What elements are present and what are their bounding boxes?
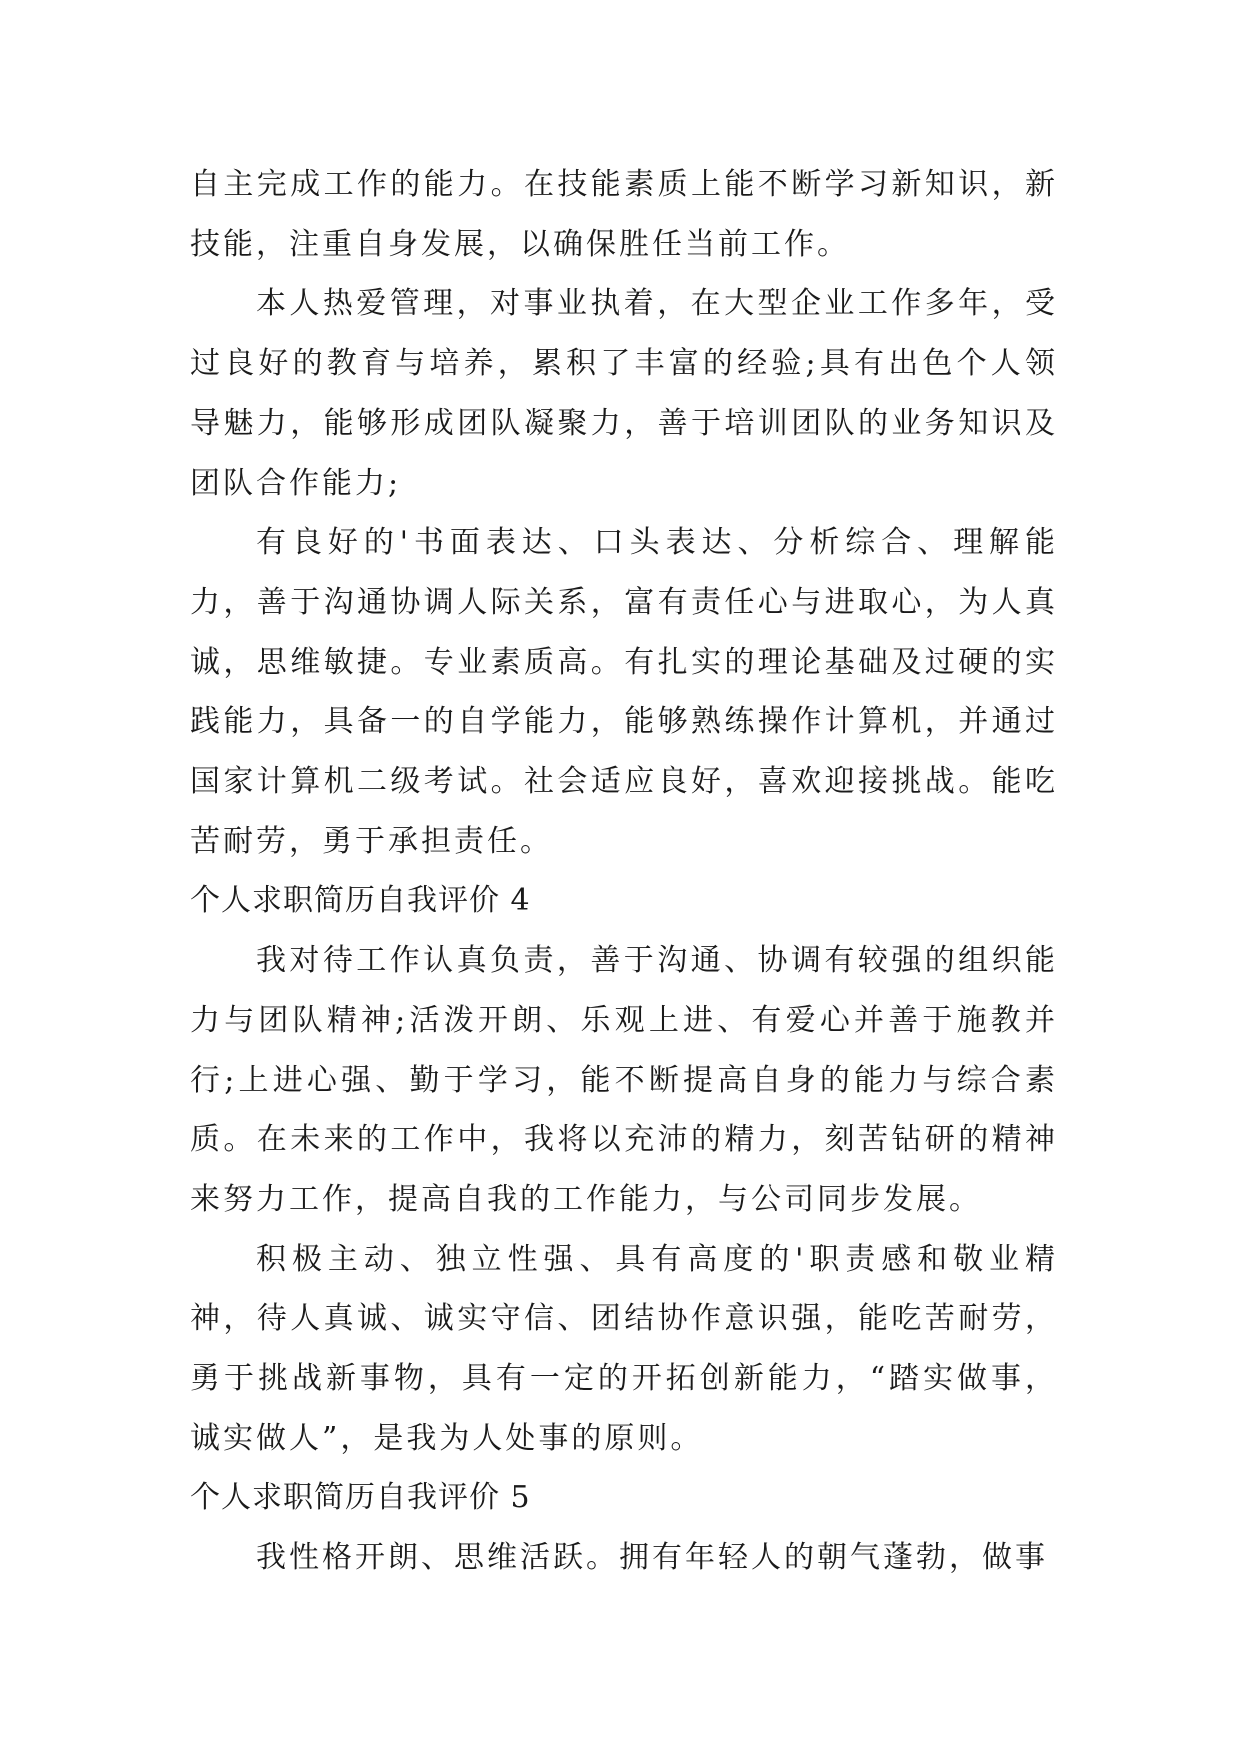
document-body — [190, 155, 1058, 1588]
paragraph-personality: 我性格开朗、思维活跃。拥有年轻人的朝气蓬勃，做事 — [256, 1540, 1048, 1576]
paragraph-continued: 自主完成工作的能力。在技能素质上能不断学习新知识，新技能，注重自身发展，以确保胜任当前工作。 — [190, 167, 1058, 262]
paragraph-management: 本人热爱管理，对事业执着，在大型企业工作多年，受过良好的教育与培养，累积了丰富的经验;具有出色个人领导魅力，能够形成团队凝聚力，善于培训团队的业务知识及团队合作能力; — [190, 286, 1058, 501]
paragraph-communication: 有良好的'书面表达、口头表达、分析综合、理解能力，善于沟通协调人际关系，富有责任心与进取心，为人真诚，思维敏捷。专业素质高。有扎实的理论基础及过硬的实践能力，具备一的自学能力，能够熟练操作计算机，并通过国家计算机二级考试。社会适应良好，喜欢迎接挑战。能吃苦耐劳，勇于承担责任。 — [190, 525, 1058, 859]
section-heading-5: 个人求职简历自我评价 5 — [190, 1480, 531, 1516]
section-heading-4: 个人求职简历自我评价 4 — [190, 883, 531, 919]
paragraph-responsibility: 我对待工作认真负责，善于沟通、协调有较强的组织能力与团队精神;活泼开朗、乐观上进、有爱心并善于施教并行;上进心强、勤于学习，能不断提高自身的能力与综合素质。在未来的工作中，我将以充沛的精力，刻苦钻研的精神来努力工作，提高自我的工作能力，与公司同步发展。 — [190, 943, 1058, 1217]
paragraph-initiative: 积极主动、独立性强、具有高度的'职责感和敬业精神，待人真诚、诚实守信、团结协作意识强，能吃苦耐劳，勇于挑战新事物，具有一定的开拓创新能力，“踏实做事，诚实做人”，是我为人处事的原则。 — [190, 1241, 1058, 1456]
